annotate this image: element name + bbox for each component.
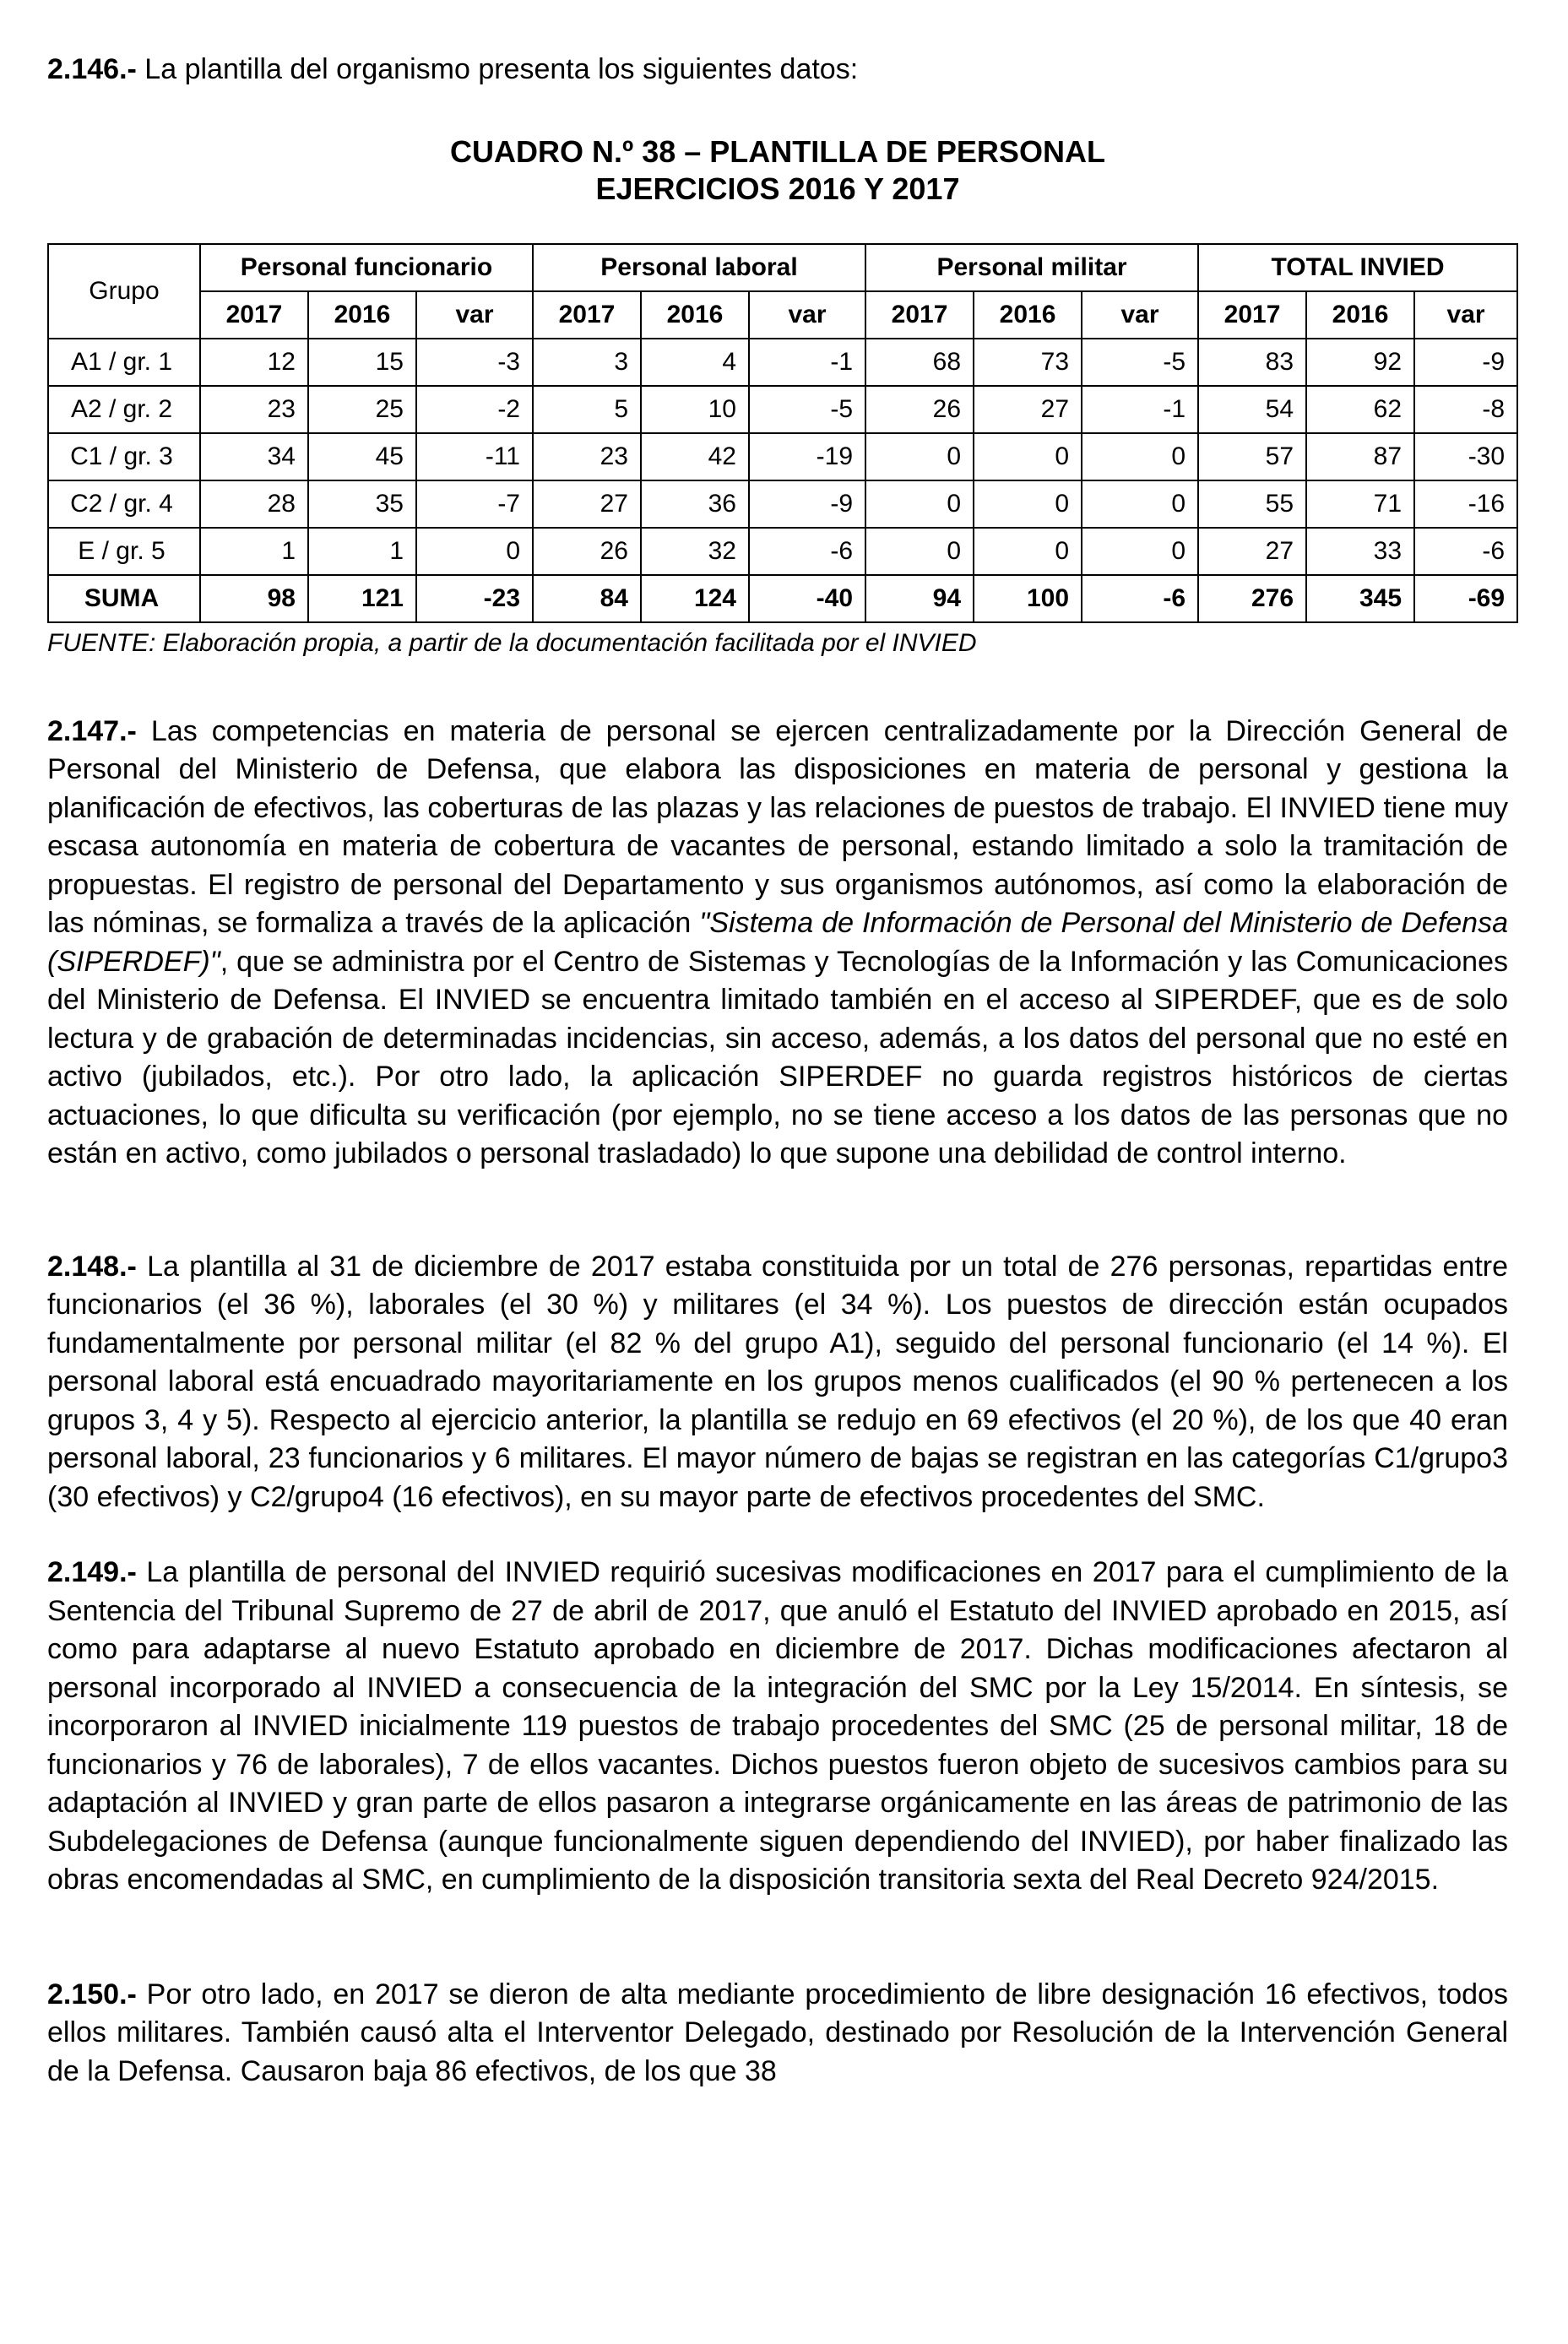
value-cell: 28 [200, 480, 308, 528]
value-cell: -6 [749, 528, 865, 575]
year-header: 2017 [200, 291, 308, 339]
value-cell: 73 [974, 339, 1082, 386]
value-cell: 121 [308, 575, 416, 622]
year-header: 2017 [865, 291, 974, 339]
category-header: Personal militar [865, 244, 1198, 291]
value-cell: -7 [416, 480, 533, 528]
value-cell: 12 [200, 339, 308, 386]
group-cell: A1 / gr. 1 [48, 339, 200, 386]
paragraph-2-148 [47, 1248, 1508, 1517]
group-header: Grupo [48, 244, 200, 339]
value-cell: -16 [1414, 480, 1517, 528]
table-source-note: FUENTE: Elaboración propia, a partir de la documentación facilitada por el INVIED [47, 628, 977, 657]
total-row [48, 575, 1517, 622]
value-cell: 45 [308, 433, 416, 480]
value-cell: -5 [749, 386, 865, 433]
value-cell: 0 [974, 528, 1082, 575]
value-cell: 124 [641, 575, 749, 622]
category-header: Personal laboral [533, 244, 865, 291]
table-title-block [47, 133, 1508, 208]
value-cell: 71 [1306, 480, 1414, 528]
value-cell: 1 [308, 528, 416, 575]
value-cell: 32 [641, 528, 749, 575]
value-cell: -1 [1082, 386, 1198, 433]
value-cell: 276 [1198, 575, 1306, 622]
paragraph-number: 2.149.- [47, 1556, 137, 1588]
group-cell: E / gr. 5 [48, 528, 200, 575]
paragraph-number: 2.148.- [47, 1250, 137, 1283]
year-header: 2016 [641, 291, 749, 339]
value-cell: -9 [1414, 339, 1517, 386]
table-row [48, 339, 1517, 386]
table-title: CUADRO N.º 38 – PLANTILLA DE PERSONAL [450, 133, 1105, 169]
value-cell: 68 [865, 339, 974, 386]
value-cell: 3 [533, 339, 641, 386]
value-cell: -69 [1414, 575, 1517, 622]
value-cell: -5 [1082, 339, 1198, 386]
paragraph-number: 2.150.- [47, 1978, 137, 2010]
value-cell: 23 [200, 386, 308, 433]
value-cell: -2 [416, 386, 533, 433]
value-cell: 26 [533, 528, 641, 575]
value-cell: -1 [749, 339, 865, 386]
value-cell: -40 [749, 575, 865, 622]
category-header: Personal funcionario [200, 244, 533, 291]
value-cell: 5 [533, 386, 641, 433]
value-cell: 98 [200, 575, 308, 622]
document-page [47, 47, 1508, 2091]
category-header: TOTAL INVIED [1198, 244, 1517, 291]
value-cell: 27 [1198, 528, 1306, 575]
value-cell: 34 [200, 433, 308, 480]
value-cell: -6 [1082, 575, 1198, 622]
group-cell: A2 / gr. 2 [48, 386, 200, 433]
value-cell: 15 [308, 339, 416, 386]
value-cell: 36 [641, 480, 749, 528]
paragraph-number: 2.147.- [47, 714, 137, 747]
value-cell: 83 [1198, 339, 1306, 386]
staff-table [47, 243, 1518, 623]
value-cell: 0 [1082, 480, 1198, 528]
value-cell: -9 [749, 480, 865, 528]
group-cell: C1 / gr. 3 [48, 433, 200, 480]
value-cell: 4 [641, 339, 749, 386]
value-cell: 0 [974, 480, 1082, 528]
value-cell: 0 [416, 528, 533, 575]
paragraph-text: Las competencias en materia de personal se ejercen centralizadamente por la Dirección General de Personal del Ministerio de Defensa, que elabora las disposiciones en materia de personal y gestiona la planificación de efectivos, las coberturas de las plazas y las relaciones de puestos de trabajo. El INVIED tiene muy escasa autonomía en materia de cobertura de vacantes de personal, estando limitado a solo la tramitación de propuestas. El registro de personal del Departamento y sus organismos autónomos, así como la elaboración de las nóminas, se formaliza a través de la aplicación [47, 714, 1508, 939]
table-subtitle: EJERCICIOS 2016 Y 2017 [595, 171, 960, 206]
table-row [48, 433, 1517, 480]
value-cell: 87 [1306, 433, 1414, 480]
value-cell: 35 [308, 480, 416, 528]
value-cell: -23 [416, 575, 533, 622]
table-row [48, 386, 1517, 433]
value-cell: 92 [1306, 339, 1414, 386]
paragraph-2-150 [47, 1976, 1508, 2092]
table-row [48, 528, 1517, 575]
value-cell: 10 [641, 386, 749, 433]
value-cell: 0 [974, 433, 1082, 480]
value-cell: 0 [1082, 528, 1198, 575]
paragraph-number: 2.146.- [47, 53, 137, 85]
value-cell: 26 [865, 386, 974, 433]
paragraph-text: , que se administra por el Centro de Sistemas y Tecnologías de la Información y las Comunicaciones del Ministerio de Defensa. El INVIED se encuentra limitado también en el acceso al SIPERDEF, que es de solo lectura y de grabación de determinadas incidencias, sin acceso, además, a los datos del personal que no esté en activo (jubilados, etc.). Por otro lado, la aplicación SIPERDEF no guarda registros históricos de ciertas actuaciones, lo que dificulta su verificación (por ejemplo, no se tiene acceso a los datos de las personas que no están en activo, como jubilados o personal trasladado) lo que supone una debilidad de control interno. [47, 945, 1508, 1169]
table-body [48, 339, 1517, 622]
year-header: 2017 [533, 291, 641, 339]
value-cell: 33 [1306, 528, 1414, 575]
value-cell: 0 [1082, 433, 1198, 480]
paragraph-text: La plantilla de personal del INVIED requirió sucesivas modificaciones en 2017 para el cumplimiento de la Sentencia del Tribunal Supremo de 27 de abril de 2017, que anuló el Estatuto del INVIED aprobado en 2015, así como para adaptarse al nuevo Estatuto aprobado en diciembre de 2017. Dichas modificaciones afectaron al personal incorporado al INVIED a consecuencia de la integración del SMC por la Ley 15/2014. En síntesis, se incorporaron al INVIED inicialmente 119 puestos de trabajo procedentes del SMC (25 de personal militar, 18 de funcionarios y 76 de laborales), 7 de ellos vacantes. Dichos puestos fueron objeto de sucesivos cambios para su adaptación al INVIED y gran parte de ellos pasaron a integrarse orgánicamente en las áreas de patrimonio de las Subdelegaciones de Defensa (aunque funcionalmente siguen dependiendo del INVIED), por haber finalizado las obras encomendadas al SMC, en cumplimiento de la disposición transitoria sexta del Real Decreto 924/2015. [47, 1556, 1508, 1896]
value-cell: 345 [1306, 575, 1414, 622]
value-cell: -6 [1414, 528, 1517, 575]
value-cell: 0 [865, 433, 974, 480]
value-cell: 23 [533, 433, 641, 480]
year-header: 2017 [1198, 291, 1306, 339]
table-header-row [48, 244, 1517, 291]
var-header: var [1414, 291, 1517, 339]
value-cell: 42 [641, 433, 749, 480]
value-cell: 84 [533, 575, 641, 622]
value-cell: 100 [974, 575, 1082, 622]
value-cell: -8 [1414, 386, 1517, 433]
paragraph-2-146 [47, 51, 1508, 90]
year-header: 2016 [308, 291, 416, 339]
value-cell: 27 [533, 480, 641, 528]
var-header: var [416, 291, 533, 339]
paragraph-2-149 [47, 1554, 1508, 1900]
value-cell: 25 [308, 386, 416, 433]
paragraph-text: La plantilla del organismo presenta los siguientes datos: [136, 53, 859, 85]
value-cell: -30 [1414, 433, 1517, 480]
table-row [48, 480, 1517, 528]
value-cell: -11 [416, 433, 533, 480]
var-header: var [749, 291, 865, 339]
paragraph-text: La plantilla al 31 de diciembre de 2017 estaba constituida por un total de 276 personas, repartidas entre funcionarios (el 36 %), laborales (el 30 %) y militares (el 34 %). Los puestos de dirección están ocupados fundamentalmente por personal militar (el 82 % del grupo A1), seguido del personal funcionario (el 14 %). El personal laboral está encuadrado mayoritariamente en los grupos menos cualificados (el 90 % pertenecen a los grupos 3, 4 y 5). Respecto al ejercicio anterior, la plantilla se redujo en 69 efectivos (el 20 %), de los que 40 eran personal laboral, 23 funcionarios y 6 militares. El mayor número de bajas se registran en las categorías C1/grupo3 (30 efectivos) y C2/grupo4 (16 efectivos), en su mayor parte de efectivos procedentes del SMC. [47, 1250, 1508, 1513]
value-cell: 57 [1198, 433, 1306, 480]
value-cell: -19 [749, 433, 865, 480]
value-cell: 94 [865, 575, 974, 622]
paragraph-2-147 [47, 713, 1508, 1174]
value-cell: 0 [865, 528, 974, 575]
value-cell: -3 [416, 339, 533, 386]
value-cell: 55 [1198, 480, 1306, 528]
year-header: 2016 [974, 291, 1082, 339]
year-header: 2016 [1306, 291, 1414, 339]
value-cell: 54 [1198, 386, 1306, 433]
value-cell: 1 [200, 528, 308, 575]
value-cell: 27 [974, 386, 1082, 433]
value-cell: 0 [865, 480, 974, 528]
var-header: var [1082, 291, 1198, 339]
value-cell: 62 [1306, 386, 1414, 433]
group-cell: SUMA [48, 575, 200, 622]
paragraph-text: Por otro lado, en 2017 se dieron de alta mediante procedimiento de libre designación 16 efectivos, todos ellos militares. También causó alta el Interventor Delegado, destinado por Resolución de la Intervención General de la Defensa. Causaron baja 86 efectivos, de los que 38 [47, 1978, 1508, 2087]
paragraph-italic-text: "Sistema de Información de Personal del Ministerio de Defensa (SIPERDEF)" [47, 907, 1508, 978]
table-subheader-row [48, 291, 1517, 339]
group-cell: C2 / gr. 4 [48, 480, 200, 528]
